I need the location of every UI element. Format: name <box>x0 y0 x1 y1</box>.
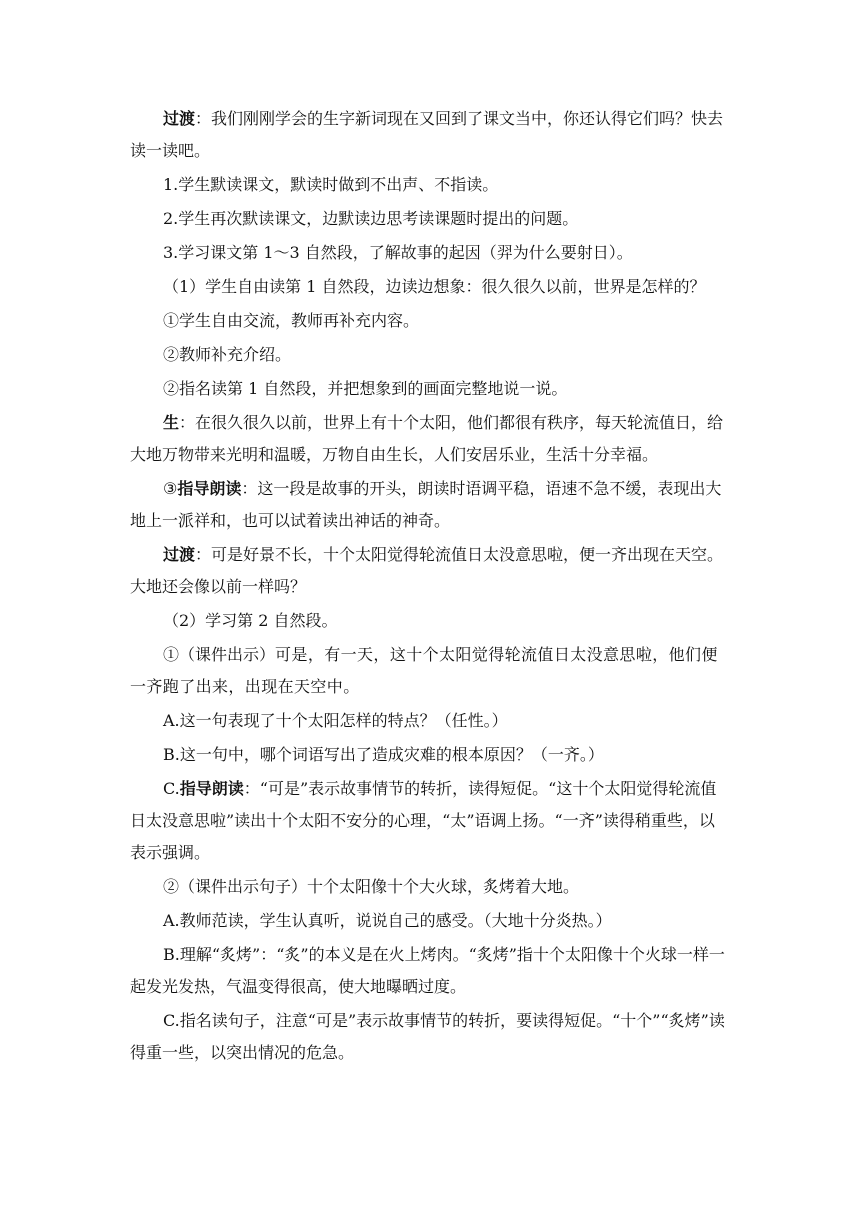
paragraph-item-1: ①学生自由交流，教师再补充内容。 <box>163 311 420 330</box>
bold-label-transition: 过渡 <box>163 109 196 128</box>
paragraph-student-answer <box>130 407 730 471</box>
paragraph-question-a2: A.教师范读，学生认真听，说说自己的感受。（大地十分炎热。） <box>163 911 612 930</box>
paragraph-question-a: A.这一句表现了十个太阳怎样的特点？（任性。） <box>163 711 508 730</box>
paragraph-step-3: 3.学习课文第 1～3 自然段，了解故事的起因（羿为什么要射日）。 <box>163 243 633 262</box>
item-prefix: C. <box>163 779 180 798</box>
paragraph-reading-guide-2 <box>130 773 730 869</box>
item-prefix: ③ <box>163 479 178 498</box>
paragraph-step-1: 1.学生默读课文，默读时做到不出声、不指读。 <box>163 175 499 194</box>
paragraph-text: 在很久很久以前，世界上有十个太阳，他们都很有秩序，每天轮流值日，给大地万物带来光明和温暖，万物自由生长，人们安居乐业，生活十分幸福。 <box>130 413 724 464</box>
bold-label-student: 生 <box>163 413 180 432</box>
paragraph-transition-1 <box>130 103 730 167</box>
label-separator: ： <box>195 109 212 128</box>
item-prefix: ①（课件出示） <box>163 645 276 664</box>
label-separator: ： <box>241 479 258 498</box>
paragraph-courseware-quote <box>130 639 730 703</box>
bold-label-transition: 过渡 <box>163 545 196 564</box>
label-separator: ： <box>179 413 196 432</box>
paragraph-step-2: 2.学生再次默读课文，边默读边思考读课题时提出的问题。 <box>163 209 579 228</box>
paragraph-question-b2: B.理解“炙烤”：“炙”的本义是在火上烤肉。“炙烤”指十个太阳像十个火球一样一起发光发热，气温变得很高，使大地曝晒过度。 <box>130 945 725 996</box>
paragraph-substep-1: （1）学生自由读第 1 自然段，边读边想象：很久很久以前，世界是怎样的？ <box>163 277 706 296</box>
paragraph-text: “可是”表示故事情节的转折，读得短促。“这十个太阳觉得轮流值日太没意思啦”读出十个太阳不安分的心理，“太”语调上扬。“一齐”读得稍重些，以表示强调。 <box>130 779 717 862</box>
quoted-sentence: 可是，有一天，这十个太阳觉得轮流值日太没意思啦，他们便一齐跑了出来，出现在天空中。 <box>130 645 718 696</box>
paragraph-substep-2: （2）学习第 2 自然段。 <box>163 611 338 630</box>
bold-label-reading-guide: 指导朗读 <box>179 779 244 798</box>
paragraph-item-2b: ②指名读第 1 自然段，并把想象到的画面完整地说一说。 <box>163 379 568 398</box>
label-separator: ： <box>243 779 260 798</box>
paragraph-text: 可是好景不长，十个太阳觉得轮流值日太没意思啦，便一齐出现在天空。大地还会像以前一样吗？ <box>130 545 724 596</box>
paragraph-text: 这一段是故事的开头，朗读时语调平稳，语速不急不缓，表现出大地上一派祥和，也可以试着读出神话的神奇。 <box>130 479 722 530</box>
paragraph-reading-guide-1 <box>130 473 730 537</box>
bold-label-reading-guide: 指导朗读 <box>177 479 242 498</box>
paragraph-text: 我们刚刚学会的生字新词现在又回到了课文当中，你还认得它们吗？快去读一读吧。 <box>130 109 724 160</box>
paragraph-item-3: ②（课件出示句子）十个太阳像十个大火球，炙烤着大地。 <box>163 877 580 896</box>
label-separator: ： <box>195 545 212 564</box>
paragraph-question-c2: C.指名读句子，注意“可是”表示故事情节的转折，要读得短促。“十个”“炙烤”读得重一些，以突出情况的危急。 <box>130 1011 725 1062</box>
paragraph-transition-2 <box>130 539 730 603</box>
paragraph-item-2: ②教师补充介绍。 <box>163 345 292 364</box>
paragraph-question-b: B.这一句中，哪个词语写出了造成灾难的根本原因？（一齐。） <box>163 745 604 764</box>
document-body <box>130 103 730 1071</box>
